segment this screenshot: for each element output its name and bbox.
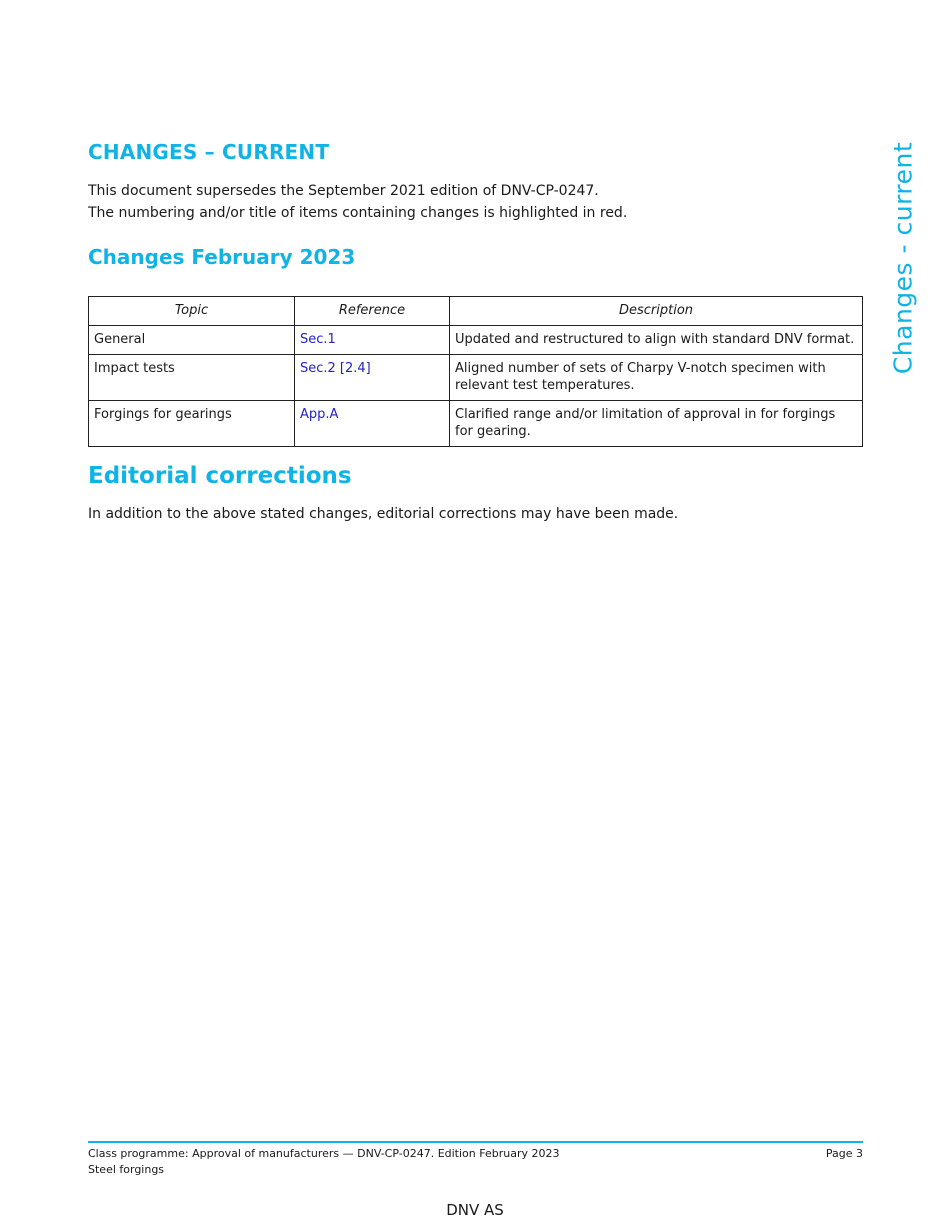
- reference-link[interactable]: Sec.2 [2.4]: [300, 361, 371, 376]
- reference-cell: [295, 401, 450, 447]
- reference-cell: [295, 355, 450, 401]
- topic-cell: General: [89, 326, 295, 355]
- page-number: Page 3: [825, 1147, 863, 1160]
- topic-cell: Forgings for gearings: [89, 401, 295, 447]
- description-cell: Updated and restructured to align with standard DNV format.: [450, 326, 863, 355]
- changes-heading: Changes February 2023: [88, 245, 356, 269]
- page-title: CHANGES – CURRENT: [88, 140, 330, 164]
- editorial-text: In addition to the above stated changes, editorial corrections may have been made.: [88, 506, 679, 522]
- table-row: [89, 355, 863, 401]
- footer-rule: [88, 1141, 863, 1143]
- description-cell: Aligned number of sets of Charpy V-notch specimen with relevant test temperatures.: [450, 355, 863, 401]
- side-section-label: Changes - current: [888, 141, 918, 375]
- intro-line-1: This document supersedes the September 2021 edition of DNV-CP-0247.: [88, 183, 599, 199]
- reference-cell: [295, 326, 450, 355]
- reference-link[interactable]: Sec.1: [300, 332, 336, 347]
- footer-doc-info: [88, 1146, 560, 1178]
- company-name: DNV AS: [446, 1201, 504, 1219]
- table-header-row: [89, 297, 863, 326]
- column-header-description: Description: [450, 297, 863, 326]
- changes-table: [88, 296, 863, 447]
- column-header-topic: Topic: [89, 297, 295, 326]
- table-row: [89, 326, 863, 355]
- reference-link[interactable]: App.A: [300, 407, 339, 422]
- description-cell: Clarified range and/or limitation of approval in for forgings for gearing.: [450, 401, 863, 447]
- intro-line-2: The numbering and/or title of items containing changes is highlighted in red.: [88, 205, 628, 221]
- table-row: [89, 401, 863, 447]
- footer-line-2: Steel forgings: [88, 1163, 165, 1176]
- intro-text: [88, 180, 627, 224]
- footer-line-1: Class programme: Approval of manufacturers — DNV-CP-0247. Edition February 2023: [88, 1147, 560, 1160]
- editorial-heading: Editorial corrections: [88, 463, 352, 489]
- column-header-reference: Reference: [295, 297, 450, 326]
- topic-cell: Impact tests: [89, 355, 295, 401]
